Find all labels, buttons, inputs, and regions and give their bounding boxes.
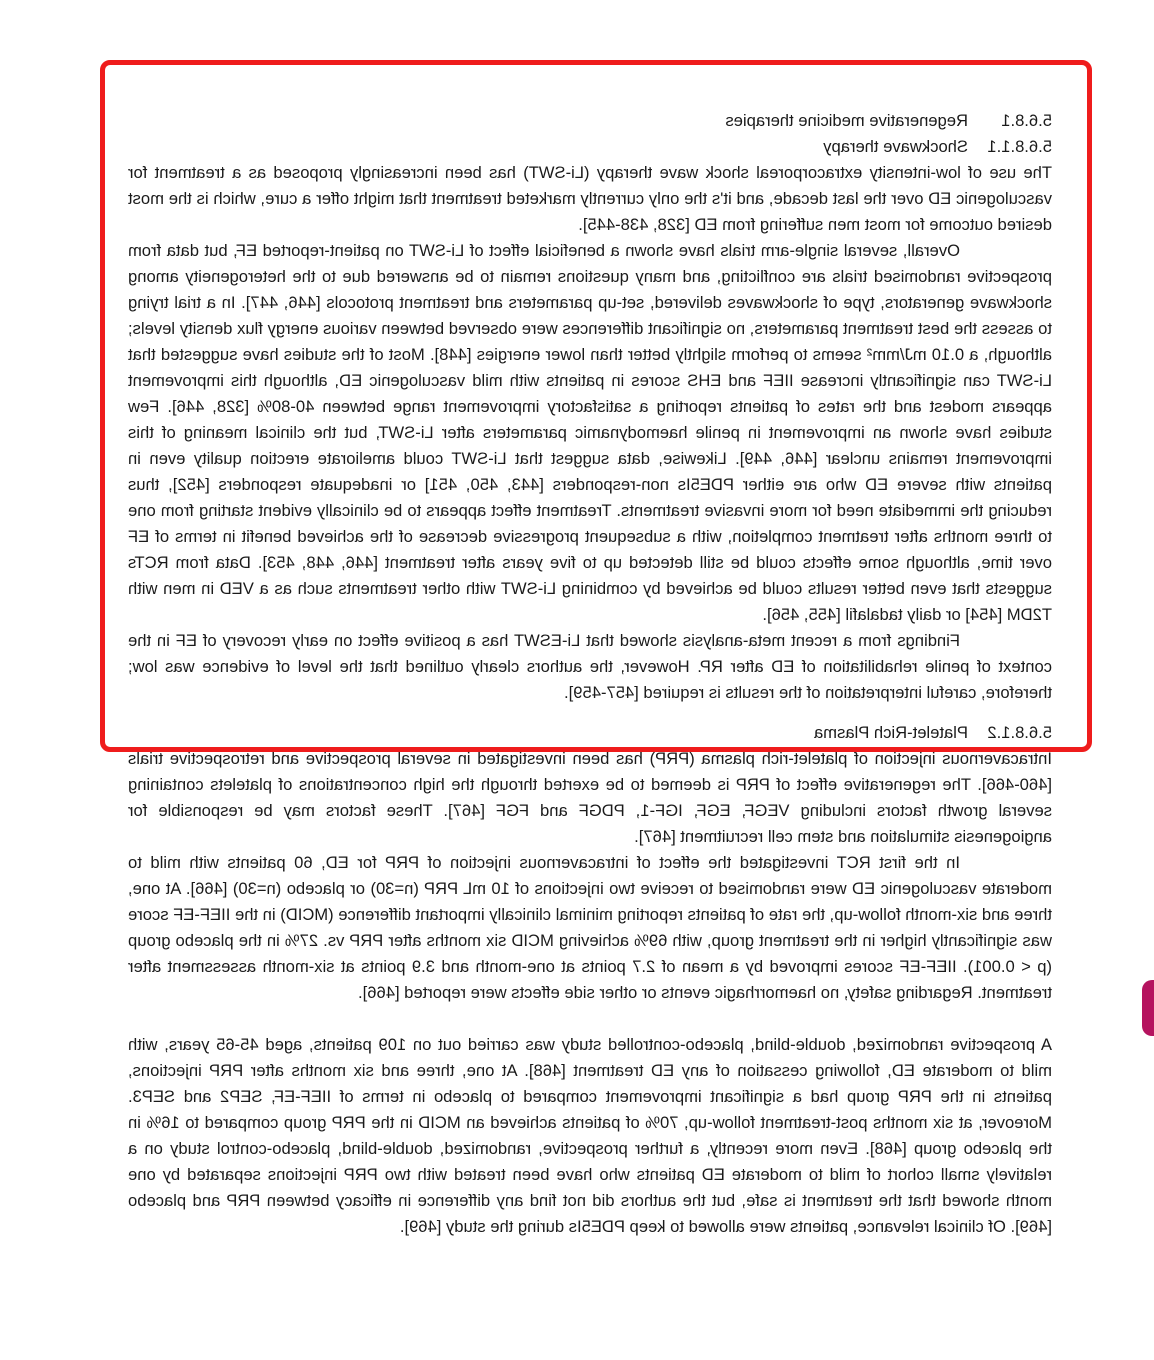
paragraph: Findings from a recent meta-analysis showed that Li-ESWT has a positive effect on early recovery of EF in the context of penile rehabilitation of ED after RP. However, the authors clearly outlined that the level of evidence was low; therefore, careful interpretation of the results is required [457-459]. [128,631,1052,702]
section-title: Shockwave therapy [823,137,968,156]
section-number: 5.6.8.1 [1001,111,1052,130]
paragraph: Intracavernous injection of platelet-rich plasma (PRP) has been investigated in several prospective and retrospective trials [460-466]. The regenerative effect of PRP is deemed to be exerted through the high concentrations of platelets containing several growth factors including VEGF, EGF, IGF-1, PDGF and FGF [467]. These factors may be responsible for angiogenesis stimulation and stem cell recruitment [467]. [128,749,1052,846]
paragraph: A prospective randomized, double-blind, placebo-controlled study was carried out on 109 patients, aged 45-65 years, with mild to moderate ED, following cessation of any ED treatment [468]. At one, three and six months after PRP injections, patients in the PRP group had a significant improvement compared to placebo in terms of IIEF-EF, SEP2 and SEP3. Moreover, at six months post-treatment follow-up, 70% of patients achieved an MCID in the PRP group compared to 16% in the placebo group [468]. Even more recently, a further prospective, randomized, double-blind, placebo-control study on a relatively small cohort of mild to moderate ED patients who have been treated with two PRP injections separated by one month showed that the treatment is safe, but the authors did not find any difference in efficacy between PRP and placebo [469]. Of clinical relevance, patients were allowed to keep PDE5Is during the study [469]. [128,1035,1052,1236]
paragraph: Overall, several single-arm trials have shown a beneficial effect of Li-SWT on patient-reported EF, but data from prospective randomised trials are conflicting, and many questions remain to be answered due to the heterogeneity among shockwave generators, type of shockwaves delivered, set-up parameters and treatment protocols [446, 447]. In a trial trying to assess the best treatment parameters, no significant differences were observed between various energy flux density levels; although, a 0.10 mJ/mm² seems to perform slightly better than lower energies [448]. Most of the studies have suggested that Li-SWT can significantly increase IIEF and EHS scores in patients with mild vasculogenic ED, although this improvement appears modest and the rates of patients reporting a satisfactory improvement range between 40-80% [328, 446]. Few studies have shown an improvement in penile haemodynamic parameters after Li-SWT, but the clinical meaning of this improvement remains unclear [446, 449]. Likewise, data suggest that Li-SWT could ameliorate erection quality even in patients with severe ED who are either PDE5Is non-responders [443, 450, 451] or inadequate responders [452], thus reducing the immediate need for more invasive treatments. Treatment effect appears to be clinically evident starting from one to three months after treatment completion, with a subsequent progressive decrease of the achieved benefit in terms of EF over time, although some effects could be still detected up to five years after treatment [446, 448, 453]. Data from RCTs suggests that even better results could be achieved by combining Li-SWT with other treatments such as a VED in men with T2DM [454] or daily tadalafil [455, 456]. [128,241,1052,624]
highlight-box [100,60,1092,752]
section-number: 5.6.8.1.2 [987,723,1052,742]
section-number: 5.6.8.1.1 [987,137,1052,156]
section-title: Platelet-Rich Plasma [813,723,968,742]
side-tab[interactable] [1142,980,1154,1036]
paragraph-gap [128,1006,1052,1032]
paragraph: In the first RCT investigated the effect of intracavernous injection of PRP for ED, 60 patients with mild to moderate vasculogenic ED were randomised to receive two injections of 10 mL PRP (n=30) or placebo (n=30) [466]. At one, three and six-month follow-up, the rate of patients reporting minimal clinically important difference (MCID) in the IIEF-EF score was significantly higher in the treatment group, with 69% achieving MCID six months after PRP vs. 27% in the placebo group (p < 0.001). IIEF-EF scores improved by a mean of 2.7 points at one-month and 3.9 points at six-month assessment after treatment. Regarding safety, no haemorrhagic events or other side effects were reported [466]. [128,853,1052,1002]
section-title: Regenerative medicine therapies [725,111,968,130]
paragraph: The use of low-intensity extracorporeal shock wave therapy (Li-SWT) has been increasingly proposed as a treatment for vasculogenic ED over the last decade, and it's the only currently marketed treatment that might offer a cure, which is the most desired outcome for most men suffering from ED [328, 438-445]. [128,163,1052,234]
